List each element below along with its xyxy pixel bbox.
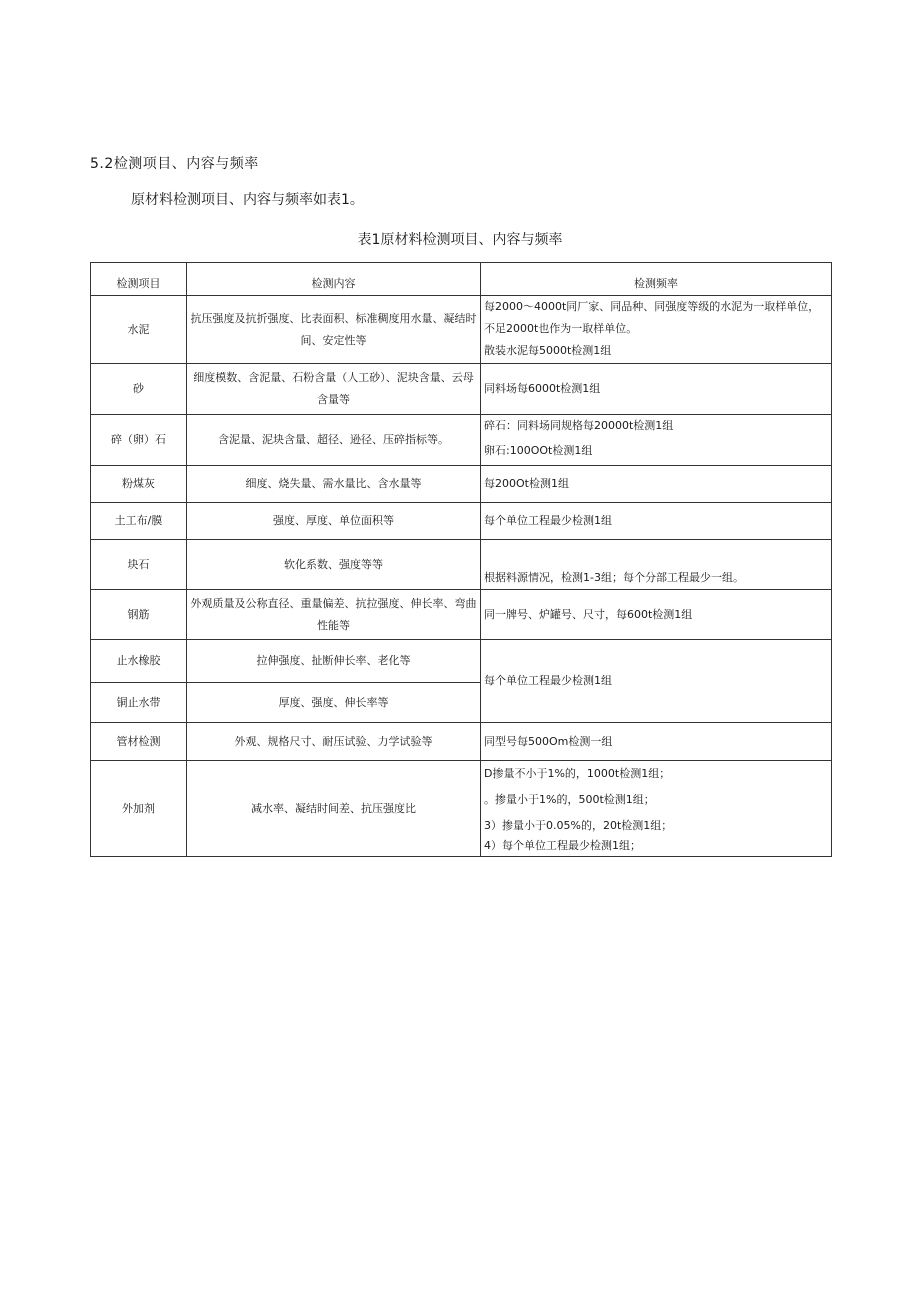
row-content: 软化系数、强度等等 — [187, 540, 481, 590]
intro-paragraph: 原材料检测项目、内容与频率如表1。 — [131, 192, 364, 208]
table-row — [91, 415, 832, 466]
row-frequency — [481, 415, 832, 466]
row-item: 块石 — [91, 540, 187, 590]
header-item: 检测项目 — [91, 263, 187, 296]
frequency-line: 碎石：同料场同规格每20000t检测1组 — [484, 419, 674, 432]
header-content: 检测内容 — [187, 263, 481, 296]
frequency-line: D掺量不小于1%的，1000t检测1组； — [484, 767, 671, 780]
row-content: 含泥量、泥块含量、超径、逊径、压碎指标等。 — [187, 415, 481, 466]
row-item: 钢筋 — [91, 590, 187, 640]
frequency-line: 根据料源情况，检测1-3组；每个分部工程最少一组。 — [484, 571, 744, 584]
frequency-line: 卵石:100OOt检测1组 — [484, 444, 593, 457]
row-item: 止水橡胶 — [91, 640, 187, 683]
table-row — [91, 640, 832, 683]
frequency-line: 每个单位工程最少检测1组 — [484, 514, 612, 527]
table-caption: 表1原材料检测项目、内容与频率 — [357, 232, 563, 248]
row-item: 水泥 — [91, 296, 187, 364]
row-item: 粉煤灰 — [91, 466, 187, 503]
frequency-line: 每2000〜4000t同厂家、同品种、同强度等级的水泥为一取样单位，不足2000t也作为一取样单位。 — [484, 300, 820, 335]
frequency-line: 4）每个单位工程最少检测1组； — [484, 839, 641, 851]
row-frequency — [481, 296, 832, 364]
row-frequency — [481, 503, 832, 540]
frequency-line: 每个单位工程最少检测1组 — [484, 674, 612, 687]
frequency-line: 同料场每6000t检测1组 — [484, 382, 601, 395]
frequency-line: 每200Ot检测1组 — [484, 477, 569, 490]
table-row — [91, 590, 832, 640]
table-row — [91, 296, 832, 364]
row-content: 抗压强度及抗折强度、比表面积、标准稠度用水量、凝结时间、安定性等 — [187, 296, 481, 364]
row-content: 细度、烧失量、需水量比、含水量等 — [187, 466, 481, 503]
header-frequency: 检测频率 — [481, 263, 832, 296]
table-row — [91, 466, 832, 503]
row-content: 细度模数、含泥量、石粉含量（人工砂）、泥块含量、云母含量等 — [187, 364, 481, 415]
row-frequency — [481, 364, 832, 415]
row-content: 外观、规格尺寸、耐压试验、力学试验等 — [187, 723, 481, 761]
row-frequency — [481, 540, 832, 590]
table-row — [91, 540, 832, 590]
table-row — [91, 503, 832, 540]
frequency-line: 同型号每500Om检测一组 — [484, 734, 613, 748]
row-frequency — [481, 723, 832, 761]
row-frequency — [481, 590, 832, 640]
table-header-row — [91, 263, 832, 296]
table-row — [91, 723, 832, 761]
section-heading: 5.2检测项目、内容与频率 — [90, 156, 259, 172]
row-content: 拉伸强度、扯断伸长率、老化等 — [187, 640, 481, 683]
table-row — [91, 364, 832, 415]
row-content: 外观质量及公称直径、重量偏差、抗拉强度、伸长率、弯曲性能等 — [187, 590, 481, 640]
frequency-line: 3）掺量小于0.05%的，20t检测1组； — [484, 819, 673, 832]
frequency-line: 。掺量小于1%的，500t检测1组； — [484, 793, 655, 806]
table-row — [91, 761, 832, 857]
row-frequency — [481, 466, 832, 503]
row-item: 管材检测 — [91, 723, 187, 761]
row-item: 砂 — [91, 364, 187, 415]
row-item: 铜止水带 — [91, 683, 187, 723]
row-content: 强度、厚度、单位面积等 — [187, 503, 481, 540]
row-content: 厚度、强度、伸长率等 — [187, 683, 481, 723]
inspection-table — [90, 262, 832, 857]
frequency-line: 同一牌号、炉罐号、尺寸，每600t检测1组 — [484, 607, 693, 621]
row-item: 碎（卵）石 — [91, 415, 187, 466]
row-frequency — [481, 761, 832, 857]
row-item: 外加剂 — [91, 761, 187, 857]
frequency-line: 散装水泥每5000t检测1组 — [484, 344, 612, 357]
row-item: 土工布/膜 — [91, 503, 187, 540]
row-frequency-merged — [481, 640, 832, 723]
row-content: 减水率、凝结时间差、抗压强度比 — [187, 761, 481, 857]
